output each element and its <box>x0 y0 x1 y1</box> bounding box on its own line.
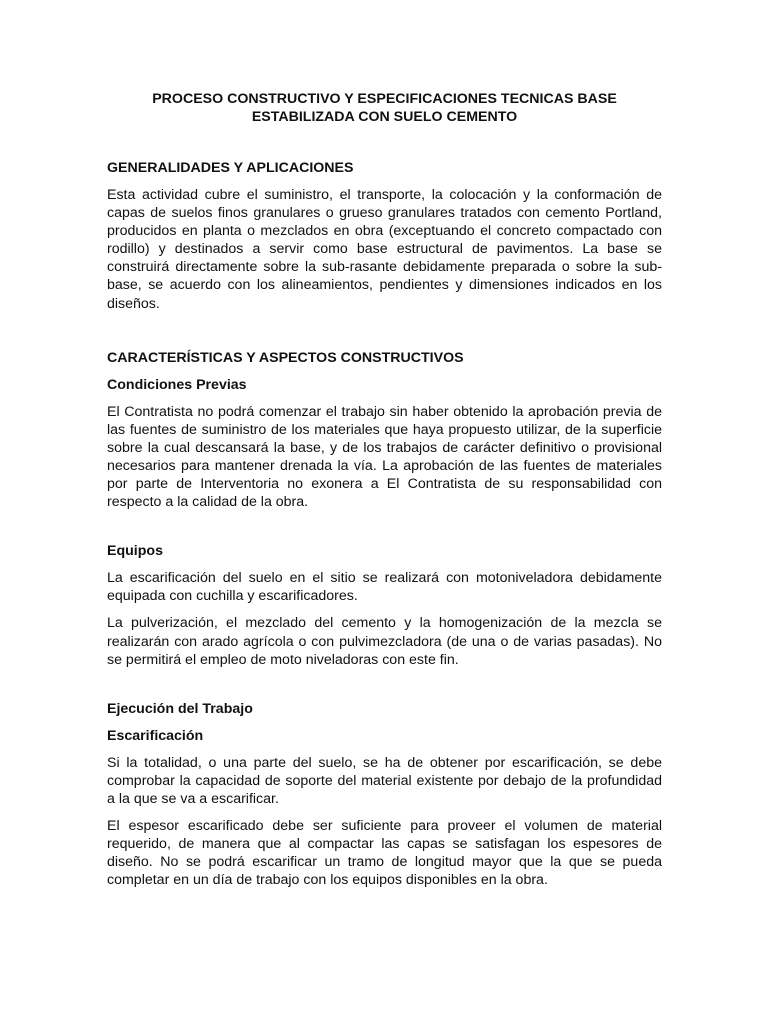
document-title-line-2: ESTABILIZADA CON SUELO CEMENTO <box>251 109 518 125</box>
document-title <box>107 90 662 126</box>
spacer <box>107 520 662 542</box>
paragraph-generalidades: Esta actividad cubre el suministro, el transporte, la colocación y la conformación de capas de suelos finos granulares o grueso granulares tratados con cemento Portland, producidos en planta o mezclados en obra (exceptuando el concreto compactado con rodillo) y destinados a servir como base estructural de pavimentos. La base se construirá directamente sobre la sub-rasante debidamente preparada o sobre la sub-base, se acuerdo con los alineamientos, pendientes y dimensiones indicados en los diseños. <box>107 187 662 312</box>
paragraph-escarificacion-1: Si la totalidad, o una parte del suelo, se ha de obtener por escarificación, se debe comprobar la capacidad de soporte del material existente por debajo de la profundidad a la que se va a escarificar. <box>107 754 662 807</box>
paragraph-escarificacion-2: El espesor escarificado debe ser suficiente para proveer el volumen de material requerido, de manera que al compactar las capas se satisfagan los espesores de diseño. No se podrá escarificar un tramo de longitud mayor que la que se pueda completar en un día de trabajo con los equipos disponibles en la obra. <box>107 817 662 889</box>
paragraph-equipos-2: La pulverización, el mezclado del cemento y la homogenización de la mezcla se realizarán con arado agrícola o con pulvimezcladora (de una o de varias pasadas). No se permitirá el empleo de moto niveladoras con este fin. <box>107 615 662 668</box>
spacer <box>107 678 662 700</box>
paragraph-condiciones-previas: El Contratista no podrá comenzar el trabajo sin haber obtenido la aprobación previa de las fuentes de suministro de los materiales que haya propuesto utilizar, de la superficie sobre la cual descansará la base, y de los trabajos de carácter definitivo o provisional necesarios para mantener drenada la vía. La aprobación de las fuentes de materiales por parte de Interventoria no exonera a El Contratista de su responsabilidad con respecto a la calidad de la obra. <box>107 403 662 511</box>
section-heading-generalidades: GENERALIDADES Y APLICACIONES <box>107 160 354 176</box>
paragraph-equipos-1: La escarificación del suelo en el sitio se realizará con motoniveladora debidamente equipada con cuchilla y escarificadores. <box>107 570 662 605</box>
spacer <box>107 322 662 349</box>
document-title-line-1: PROCESO CONSTRUCTIVO Y ESPECIFICACIONES TECNICAS BASE <box>152 91 617 107</box>
subheading-condiciones-previas: Condiciones Previas <box>107 376 247 393</box>
subheading-equipos: Equipos <box>107 543 163 560</box>
subheading-escarificacion: Escarificación <box>107 727 204 744</box>
section-heading-caracteristicas: CARACTERÍSTICAS Y ASPECTOS CONSTRUCTIVOS <box>107 349 464 366</box>
subheading-ejecucion-del-trabajo: Ejecución del Trabajo <box>107 700 253 717</box>
